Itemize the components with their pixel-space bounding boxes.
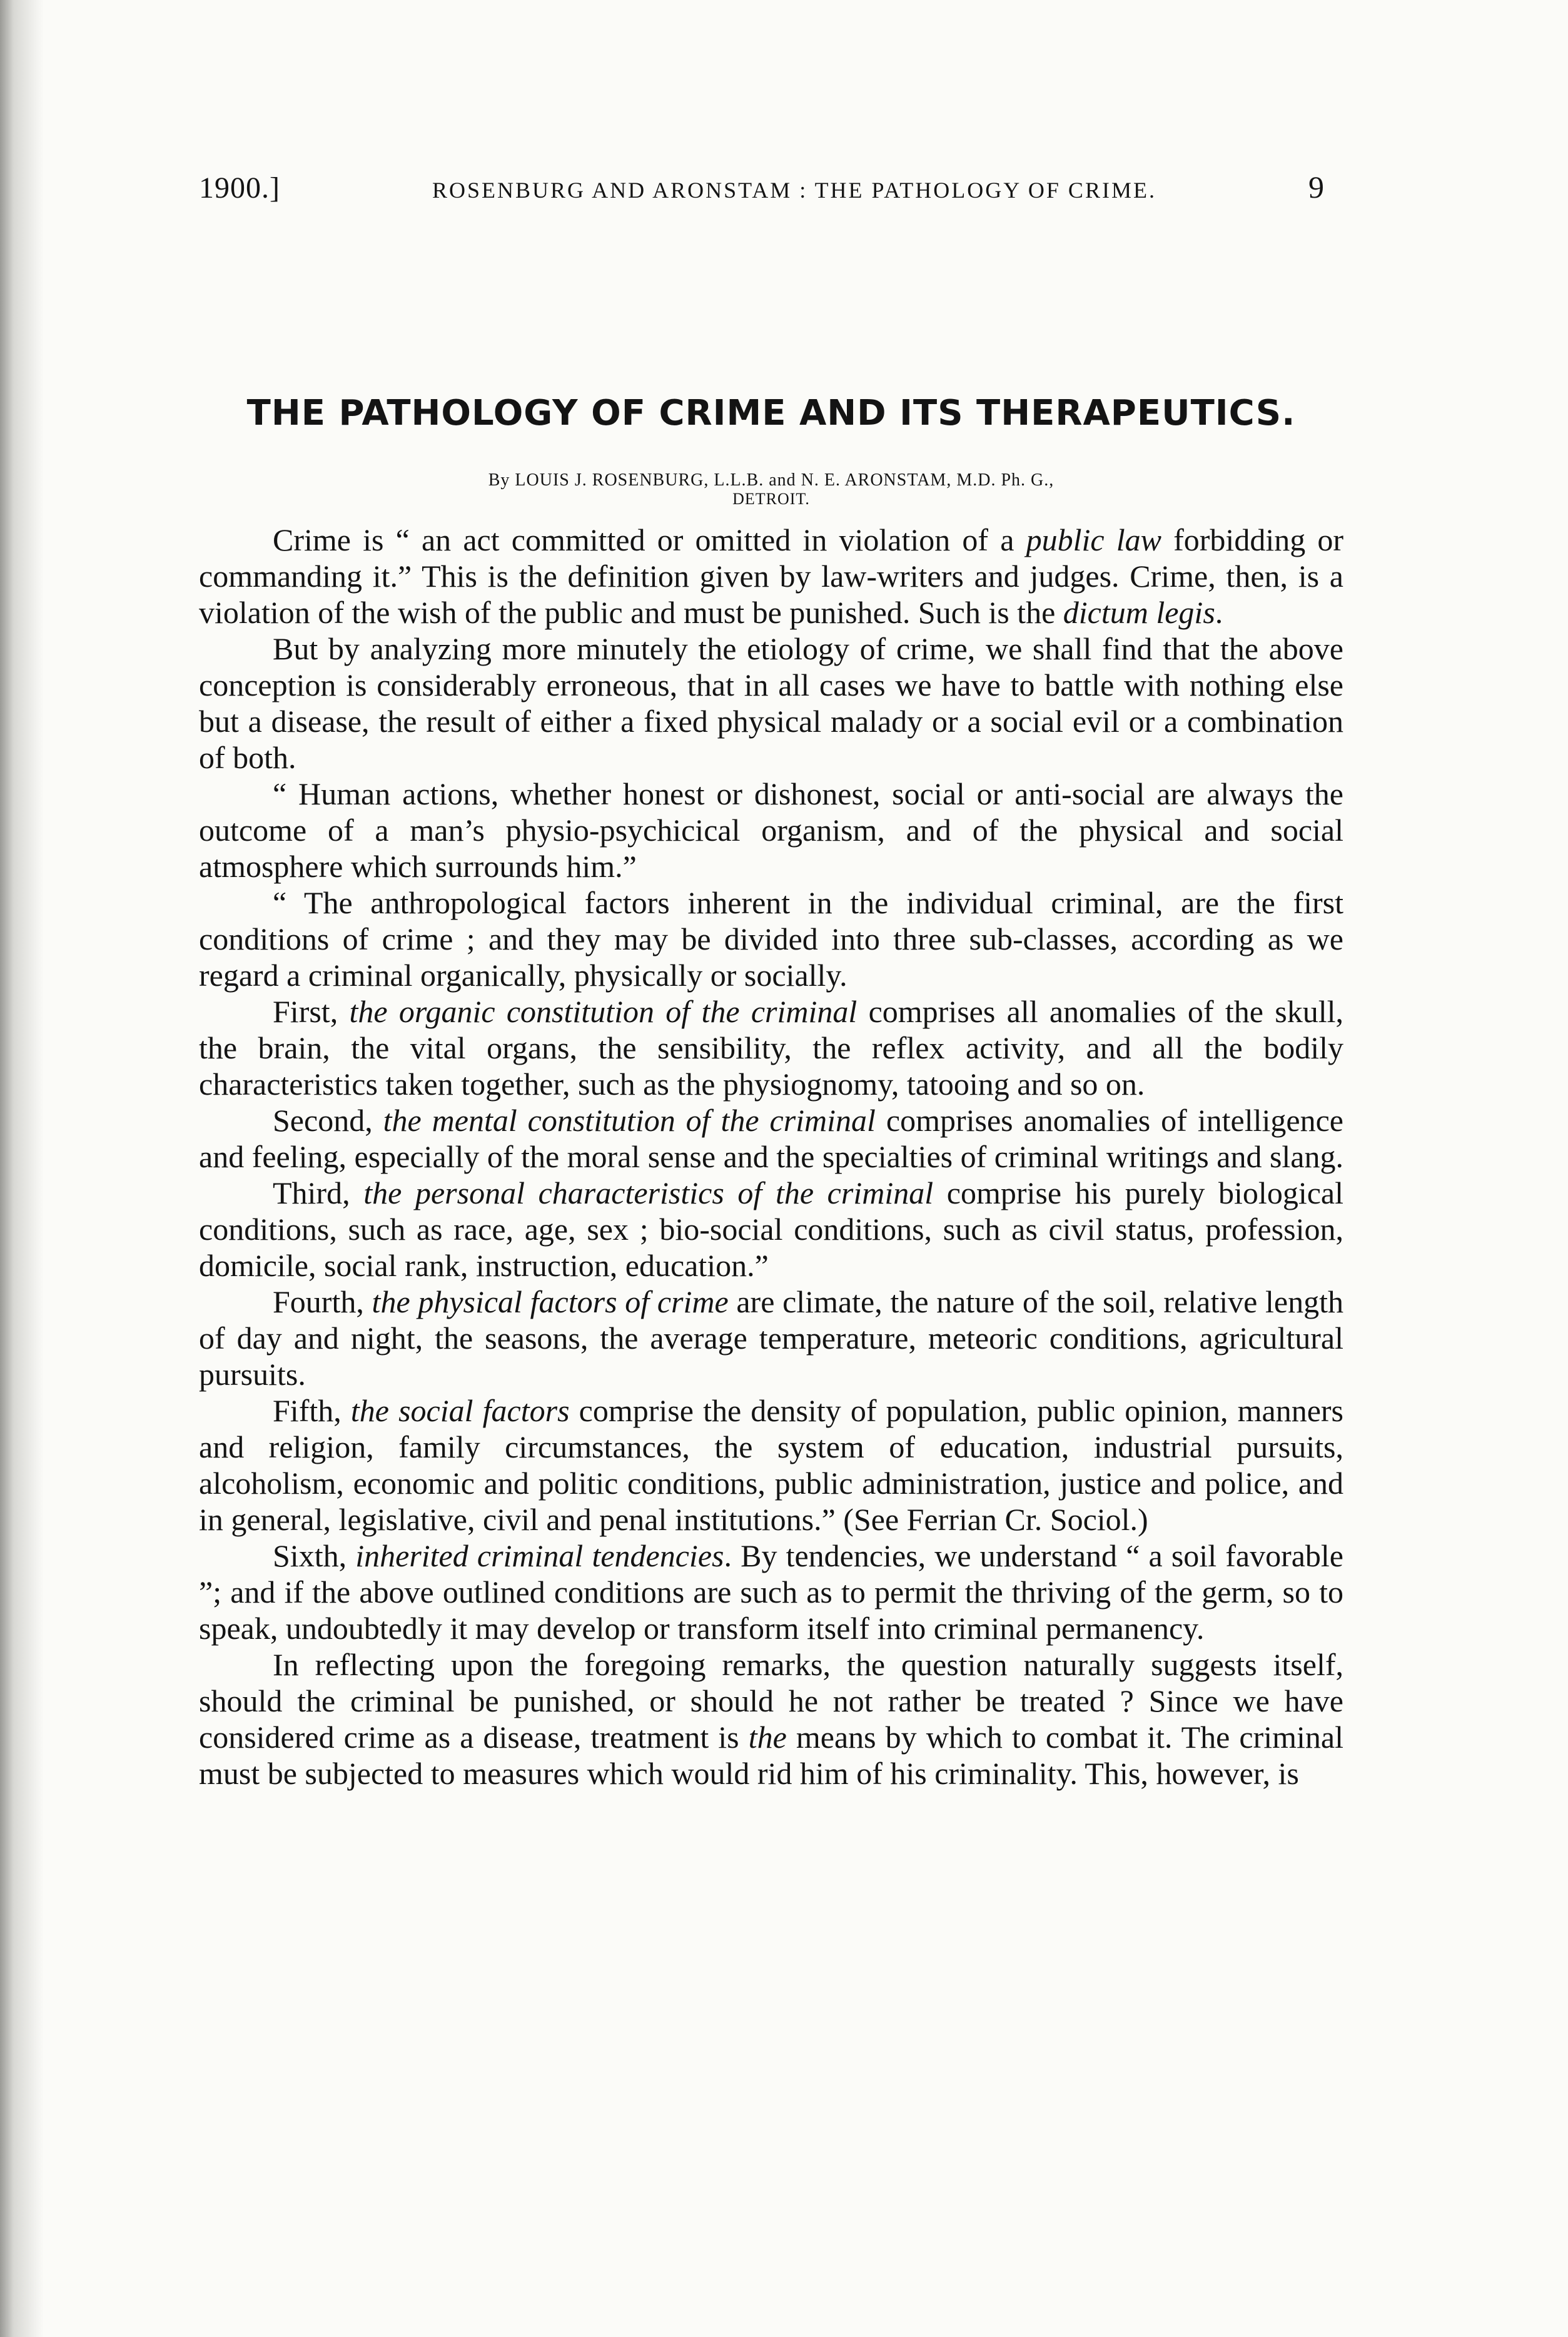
- header-year: 1900.]: [199, 171, 280, 205]
- paragraph: First, the organic constitution of the criminal comprises all anomalies of the skull, the brain, the vital organs, the sensibility, the reflex activity, and all the bodily characteristics taken together, such as the physiognomy, tatooing and so on.: [199, 994, 1343, 1102]
- article-body: [199, 522, 1343, 1792]
- running-header: [199, 169, 1343, 205]
- scanned-page-edge: [0, 0, 44, 2337]
- paragraph: Fourth, the physical factors of crime are climate, the nature of the soil, relative length of day and night, the seasons, the average temperature, meteoric conditions, agricultural pursuits.: [199, 1284, 1343, 1392]
- paragraph: Third, the personal characteristics of the criminal comprise his purely biological conditions, such as race, age, sex ; bio-social conditions, such as civil status, profession, domicile, social rank, instruction, education.”: [199, 1175, 1343, 1284]
- paragraph: Sixth, inherited criminal tendencies. By tendencies, we understand “ a soil favorable ”; and if the above outlined conditions are such as to permit the thriving of the germ, so to speak, undoubtedly it may develop or transform itself into criminal permanency.: [199, 1538, 1343, 1646]
- header-running-title: ROSENBURG AND ARONSTAM : THE PATHOLOGY OF CRIME.: [432, 178, 1156, 203]
- paragraph: Fifth, the social factors comprise the density of population, public opinion, manners and religion, family circumstances, the system of education, industrial pursuits, alcoholism, economic and politic conditions, public administration, justice and police, and in general, legislative, civil and penal institutions.” (See Ferrian Cr. Sociol.): [199, 1393, 1343, 1538]
- paragraph: Second, the mental constitution of the criminal comprises anomalies of intelligence and feeling, especially of the moral sense and the specialties of criminal writings and slang.: [199, 1103, 1343, 1175]
- article-title: THE PATHOLOGY OF CRIME AND ITS THERAPEUTICS.: [246, 393, 1296, 433]
- page-number: 9: [1308, 170, 1325, 205]
- journal-page: [199, 169, 1343, 1792]
- authors: By LOUIS J. ROSENBURG, L.L.B. and N. E. ARONSTAM, M.D. Ph. G.,: [488, 470, 1055, 490]
- author-location: DETROIT.: [732, 489, 810, 508]
- paragraph: “ Human actions, whether honest or dishonest, social or anti-social are always the outcome of a man’s physio-psychicical organism, and of the physical and social atmosphere which surrounds him.”: [199, 776, 1343, 885]
- article-byline: [199, 471, 1343, 508]
- paragraph: “ The anthropological factors inherent in the individual criminal, are the first conditions of crime ; and they may be divided into three sub-classes, according as we regard a criminal organically, physically or socially.: [199, 885, 1343, 993]
- paragraph: But by analyzing more minutely the etiology of crime, we shall find that the above conception is considerably erroneous, that in all cases we have to battle with nothing else but a disease, the result of either a fixed physical malady or a social evil or a combination of both.: [199, 631, 1343, 776]
- paragraph: In reflecting upon the foregoing remarks, the question naturally suggests itself, should the criminal be punished, or should he not rather be treated ? Since we have considered crime as a disease, treatment is the means by which to combat it. The criminal must be subjected to measures which would rid him of his criminality. This, however, is: [199, 1647, 1343, 1792]
- paragraph: Crime is “ an act committed or omitted in violation of a public law forbidding or commanding it.” This is the definition given by law-writers and judges. Crime, then, is a violation of the wish of the public and must be punished. Such is the dictum legis.: [199, 522, 1344, 631]
